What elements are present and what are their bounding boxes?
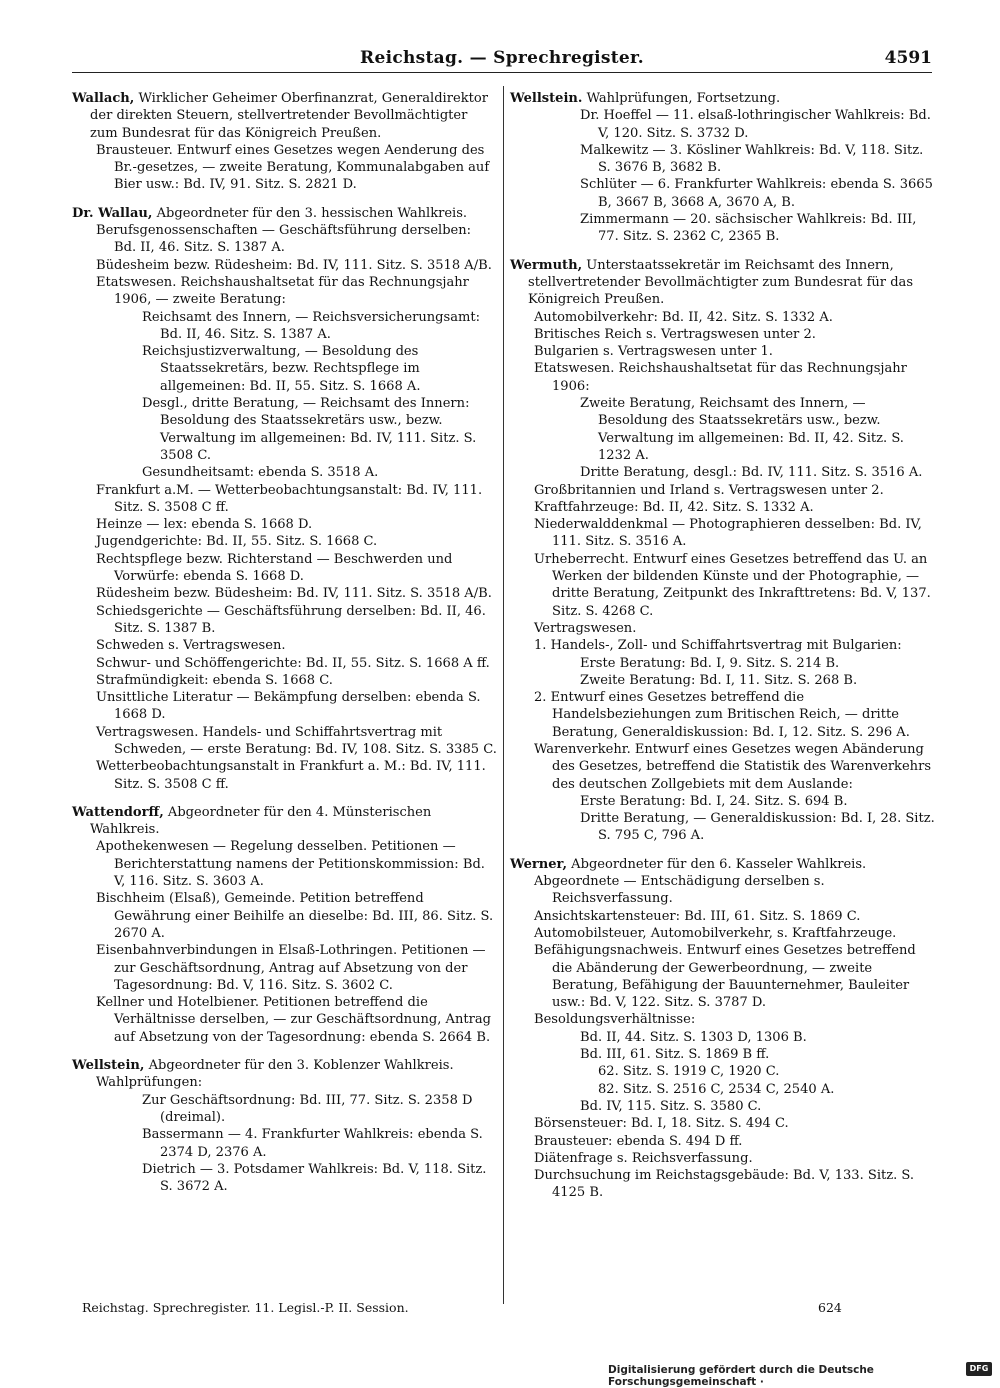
entry-heading: [510, 856, 935, 873]
register-line: 2. Entwurf eines Gesetzes betreffend die Handelsbeziehungen zum Britischen Reich, — dritte Beratung, Generaldiskussion: Bd. I, 12. Sitz. S. 296 A.: [534, 690, 910, 740]
speaker-description: Wirklicher Geheimer Oberfinanzrat, Generaldirektor der direkten Steuern, stellvertretender Bevollmächtigter zum Bundesrat für das Königreich Preußen.: [90, 91, 488, 141]
register-line: Apothekenwesen — Regelung desselben. Petitionen — Berichterstattung namens der Petitionskommission: Bd. V, 116. Sitz. S. 3603 A.: [96, 839, 485, 890]
speaker-name: Wallach,: [72, 91, 135, 106]
entry-heading: [510, 90, 935, 107]
speaker-description: Abgeordneter für den 3. Koblenzer Wahlkreis.: [144, 1058, 454, 1074]
register-line: Zweite Beratung, Reichsamt des Innern, — Besoldung des Staatssekretärs usw., bezw. Verwaltung im allgemeinen: Bd. II, 42. Sitz. S. 1232 A.: [580, 396, 904, 463]
speaker-description: Wahlprüfungen, Fortsetzung.: [582, 91, 781, 106]
register-line: Besoldungsverhältnisse:: [534, 1012, 696, 1028]
register-line: Erste Beratung: Bd. I, 9. Sitz. S. 214 B.: [580, 655, 840, 671]
header-title: Reichstag. — Sprechregister.: [360, 48, 644, 68]
register-line: Bd. IV, 115. Sitz. S. 3580 C.: [580, 1098, 762, 1114]
register-line: Heinze — lex: ebenda S. 1668 D.: [96, 517, 313, 533]
register-line: Schiedsgerichte — Geschäftsführung derselben: Bd. II, 46. Sitz. S. 1387 B.: [96, 603, 486, 636]
register-line: Frankfurt a.M. — Wetterbeobachtungsanstalt: Bd. IV, 111. Sitz. S. 3508 C ff.: [96, 482, 483, 515]
register-line: Malkewitz — 3. Kösliner Wahlkreis: Bd. V, 118. Sitz. S. 3676 B, 3682 B.: [580, 142, 924, 176]
register-line: Erste Beratung: Bd. I, 24. Sitz. S. 694 B.: [580, 793, 848, 809]
register-line: Reichsamt des Innern, — Reichsversicherungsamt: Bd. II, 46. Sitz. S. 1387 A.: [142, 309, 481, 342]
register-line: Reichsjustizverwaltung, — Besoldung des Staatssekretärs, bezw. Rechtspflege im allgemeinen: Bd. II, 55. Sitz. S. 1668 A.: [142, 344, 421, 394]
footer-citation: Reichstag. Sprechregister. 11. Legisl.-P. II. Session.: [82, 1300, 409, 1315]
register-line: Diätenfrage s. Reichsverfassung.: [534, 1150, 753, 1166]
register-line: Brausteuer. Entwurf eines Gesetzes wegen Aenderung des Br.-gesetzes, — zweite Beratung, Kommunalabgaben auf Bier usw.: Bd. IV, 91. Sitz. S. 2821 D.: [96, 142, 490, 193]
register-line: Zweite Beratung: Bd. I, 11. Sitz. S. 268 B.: [580, 672, 858, 688]
column-divider: [503, 86, 504, 1304]
speaker-name: Wermuth,: [510, 257, 583, 273]
speaker-name: Wellstein.: [510, 91, 583, 106]
register-line: Rüdesheim bezw. Büdesheim: Bd. IV, 111. Sitz. S. 3518 A/B.: [96, 586, 492, 602]
funding-note: Digitalisierung gefördert durch die Deutsche Forschungsgemeinschaft ·: [608, 1364, 874, 1388]
running-header: [72, 46, 932, 73]
entry-heading: [72, 804, 497, 839]
register-line: Urheberrecht. Entwurf eines Gesetzes betreffend das U. an Werken der bildenden Künste und der Photographie, — dritte Beratung, Zeitpunkt des Inkrafttretens: Bd. V, 137. Sitz. S. 4268 C.: [534, 551, 931, 619]
register-line: Warenverkehr. Entwurf eines Gesetzes wegen Abänderung des Gesetzes, betreffend die Statistik des Warenverkehrs des deutschen Zollgebiets mit dem Auslande:: [534, 741, 932, 792]
register-line: Gesundheitsamt: ebenda S. 3518 A.: [142, 465, 379, 481]
register-entry: [510, 257, 935, 845]
register-line: Bd. III, 61. Sitz. S. 1869 B ff.: [580, 1047, 770, 1063]
register-line: Automobilsteuer, Automobilverkehr, s. Kraftfahrzeuge.: [534, 925, 897, 941]
register-line: Schlüter — 6. Frankfurter Wahlkreis: ebenda S. 3665 B, 3667 B, 3668 A, 3670 A, B.: [580, 177, 933, 210]
register-entry: [72, 90, 497, 194]
register-line: Zur Geschäftsordnung: Bd. III, 77. Sitz. S. 2358 D (dreimal).: [142, 1092, 473, 1125]
register-line: Niederwalddenkmal — Photographieren desselben: Bd. IV, 111. Sitz. S. 3516 A.: [534, 517, 922, 550]
register-line: Börsensteuer: Bd. I, 18. Sitz. S. 494 C.: [534, 1116, 789, 1132]
register-entry: [72, 1057, 497, 1195]
register-line: Durchsuchung im Reichstagsgebäude: Bd. V, 133. Sitz. S. 4125 B.: [534, 1168, 915, 1201]
register-line: Kellner und Hotelbiener. Petitionen betreffend die Verhältnisse derselben, — zur Geschäftsordnung, Antrag auf Absetzung von der Tagesordnung: ebenda S. 2664 B.: [96, 995, 491, 1045]
register-line: Ansichtskartensteuer: Bd. III, 61. Sitz. S. 1869 C.: [534, 908, 861, 924]
register-line: Brausteuer: ebenda S. 494 D ff.: [534, 1133, 743, 1149]
register-line: Dritte Beratung, — Generaldiskussion: Bd. I, 28. Sitz. S. 795 C, 796 A.: [580, 811, 935, 844]
register-line: Abgeordnete — Entschädigung derselben s. Reichsverfassung.: [534, 874, 825, 907]
register-line: Bischheim (Elsaß), Gemeinde. Petition betreffend Gewährung einer Beihilfe an dieselbe: Bd. III, 86. Sitz. S. 2670 A.: [96, 891, 494, 941]
register-line: Schweden s. Vertragswesen.: [96, 638, 286, 654]
speaker-name: Wattendorff,: [72, 804, 164, 820]
register-line: Desgl., dritte Beratung, — Reichsamt des Innern: Besoldung des Staatssekretärs usw., bezw. Verwaltung im allgemeinen: Bd. IV, 111. Sitz. S. 3508 C.: [142, 396, 477, 463]
register-entry: [510, 90, 935, 246]
page-number: 4591: [884, 48, 932, 68]
register-line: Wahlprüfungen:: [96, 1075, 203, 1091]
register-line: Kraftfahrzeuge: Bd. II, 42. Sitz. S. 1332 A.: [534, 499, 814, 515]
register-line: Britisches Reich s. Vertragswesen unter 2.: [534, 326, 816, 342]
speaker-name: Wellstein,: [72, 1058, 145, 1074]
speaker-description: Unterstaatssekretär im Reichsamt des Innern, stellvertretender Bevollmächtigter zum Bundesrat für das Königreich Preußen.: [528, 257, 914, 308]
register-line: Bulgarien s. Vertragswesen unter 1.: [534, 344, 773, 360]
register-line: 82. Sitz. S. 2516 C, 2534 C, 2540 A.: [598, 1081, 835, 1097]
entry-heading: [510, 257, 935, 309]
register-line: Rechtspflege bezw. Richterstand — Beschwerden und Vorwürfe: ebenda S. 1668 D.: [96, 551, 453, 585]
register-line: Bassermann — 4. Frankfurter Wahlkreis: ebenda S. 2374 D, 2376 A.: [142, 1127, 483, 1160]
register-line: 62. Sitz. S. 1919 C, 1920 C.: [598, 1064, 780, 1080]
right-column: [510, 90, 935, 1213]
register-line: 1. Handels-, Zoll- und Schiffahrtsvertrag mit Bulgarien:: [534, 638, 902, 654]
register-line: Vertragswesen.: [534, 620, 637, 636]
register-line: Schwur- und Schöffengerichte: Bd. II, 55. Sitz. S. 1668 A ff.: [96, 655, 490, 671]
register-line: Jugendgerichte: Bd. II, 55. Sitz. S. 1668 C.: [96, 534, 378, 550]
footer-sheet-number: 624: [818, 1300, 842, 1315]
speaker-name: Werner,: [510, 856, 568, 872]
speaker-description: Abgeordneter für den 4. Münsterischen Wahlkreis.: [90, 804, 432, 838]
register-line: Automobilverkehr: Bd. II, 42. Sitz. S. 1332 A.: [534, 309, 833, 325]
register-line: Zimmermann — 20. sächsischer Wahlkreis: Bd. III, 77. Sitz. S. 2362 C, 2365 B.: [580, 212, 917, 245]
register-line: Berufsgenossenschaften — Geschäftsführung derselben: Bd. II, 46. Sitz. S. 1387 A.: [96, 223, 472, 256]
dfg-logo-icon: DFG: [966, 1362, 992, 1376]
register-line: Dritte Beratung, desgl.: Bd. IV, 111. Sitz. S. 3516 A.: [580, 465, 923, 481]
entry-heading: [72, 205, 497, 222]
speaker-description: Abgeordneter für den 6. Kasseler Wahlkreis.: [567, 856, 867, 872]
speaker-description: Abgeordneter für den 3. hessischen Wahlkreis.: [152, 205, 468, 221]
entry-heading: [72, 90, 497, 142]
register-entry: [72, 804, 497, 1046]
register-line: Etatswesen. Reichshaushaltsetat für das Rechnungsjahr 1906, — zweite Beratung:: [96, 274, 469, 308]
register-line: Vertragswesen. Handels- und Schiffahrtsvertrag mit Schweden, — erste Beratung: Bd. IV, 108. Sitz. S. 3385 C.: [96, 724, 497, 757]
register-entry: [72, 205, 497, 793]
speaker-name: Dr. Wallau,: [72, 205, 153, 221]
left-column: [72, 90, 497, 1206]
register-line: Bd. II, 44. Sitz. S. 1303 D, 1306 B.: [580, 1029, 807, 1045]
register-line: Dietrich — 3. Potsdamer Wahlkreis: Bd. V, 118. Sitz. S. 3672 A.: [142, 1161, 487, 1195]
register-line: Etatswesen. Reichshaushaltsetat für das Rechnungsjahr 1906:: [534, 361, 907, 394]
register-line: Wetterbeobachtungsanstalt in Frankfurt a. M.: Bd. IV, 111. Sitz. S. 3508 C ff.: [96, 759, 486, 792]
register-line: Befähigungsnachweis. Entwurf eines Gesetzes betreffend die Abänderung der Gewerbeordnung, — zweite Beratung, Befähigung der Bauunternehmer, Bauleiter usw.: Bd. V, 122. Sitz. S. 3787 D.: [534, 943, 916, 1011]
register-line: Büdesheim bezw. Rüdesheim: Bd. IV, 111. Sitz. S. 3518 A/B.: [96, 257, 492, 273]
entry-heading: [72, 1057, 497, 1074]
register-line: Großbritannien und Irland s. Vertragswesen unter 2.: [534, 482, 884, 498]
register-line: Dr. Hoeffel — 11. elsaß-lothringischer Wahlkreis: Bd. V, 120. Sitz. S. 3732 D.: [580, 108, 931, 141]
register-entry: [510, 856, 935, 1202]
register-line: Unsittliche Literatur — Bekämpfung derselben: ebenda S. 1668 D.: [96, 690, 481, 723]
register-line: Strafmündigkeit: ebenda S. 1668 C.: [96, 672, 333, 688]
register-line: Eisenbahnverbindungen in Elsaß-Lothringen. Petitionen — zur Geschäftsordnung, Antrag auf Absetzung von der Tagesordnung: Bd. V, 116. Sitz. S. 3602 C.: [96, 943, 486, 993]
